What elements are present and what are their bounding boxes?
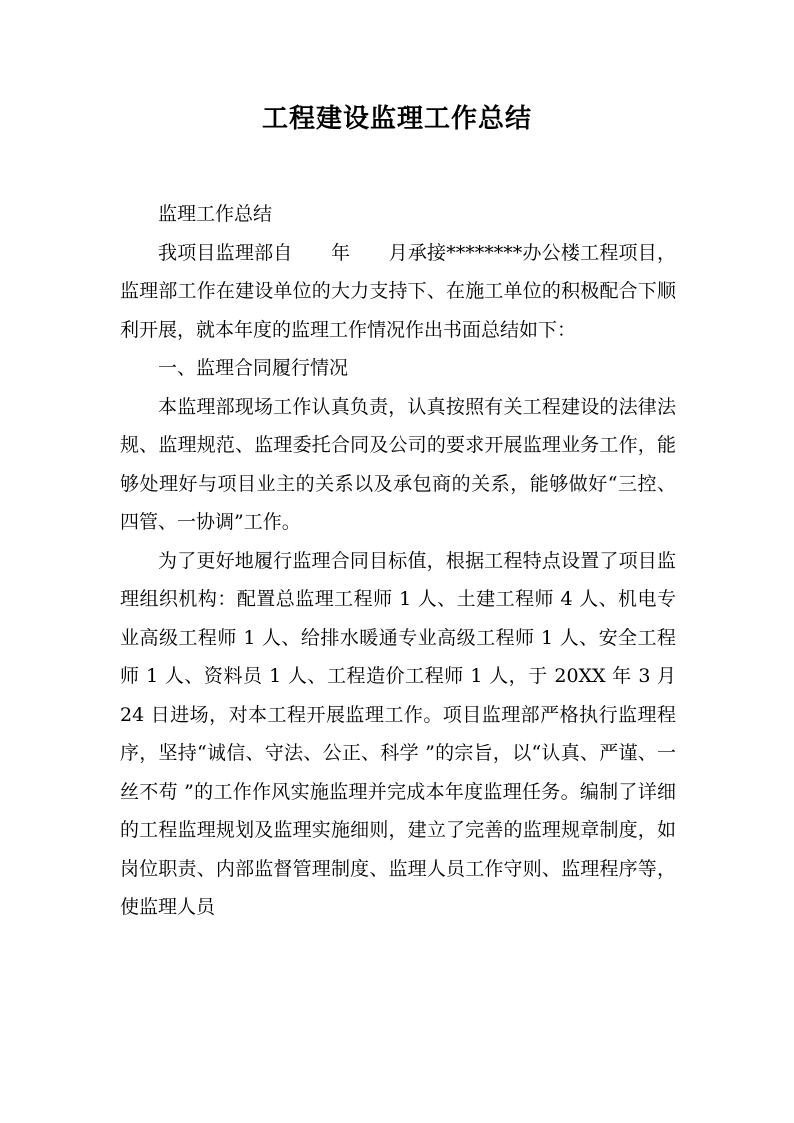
paragraph-subtitle: 监理工作总结 — [158, 203, 273, 225]
section-heading: 一、监理合同履行情况 — [158, 357, 349, 379]
paragraph-organization: 为了更好地履行监理合同目标值，根据工程特点设置了项目监理组织机构：配置总监理工程师 1 人、土建工程师 4 人、机电专业高级工程师 1 人、给排水暖通专业高级工程师 1 人、安全工程师 1 人、资料员 1 人、工程造价工程师 1 人，于 20XX 年 3 月 24 日进场，对本工程开展监理工作。项目监理部严格执行监理程序，坚持“诚信、守法、公正、科学 ”的宗旨，以“认真、严谨、一丝不苟 ”的工作作风实施监理并完成本年度监理任务。编制了详细的工程监理规划及监理实施细则，建立了完善的监理规章制度，如岗位职责、内部监督管理制度、监理人员工作守则、监理程序等，使监理人员 — [120, 549, 676, 918]
document-body — [120, 195, 676, 927]
paragraph-contract-performance: 本监理部现场工作认真负责，认真按照有关工程建设的法律法规、监理规范、监理委托合同及公司的要求开展监理业务工作，能够处理好与项目业主的关系以及承包商的关系，能够做好“三控、四管、一协调”工作。 — [120, 395, 676, 533]
document-title: 工程建设监理工作总结 — [261, 104, 532, 134]
paragraph-intro: 我项目监理部自 年 月承接********办公楼工程项目，监理部工作在建设单位的大力支持下、在施工单位的积极配合下顺利开展，就本年度的监理工作情况作出书面总结如下： — [120, 241, 676, 341]
